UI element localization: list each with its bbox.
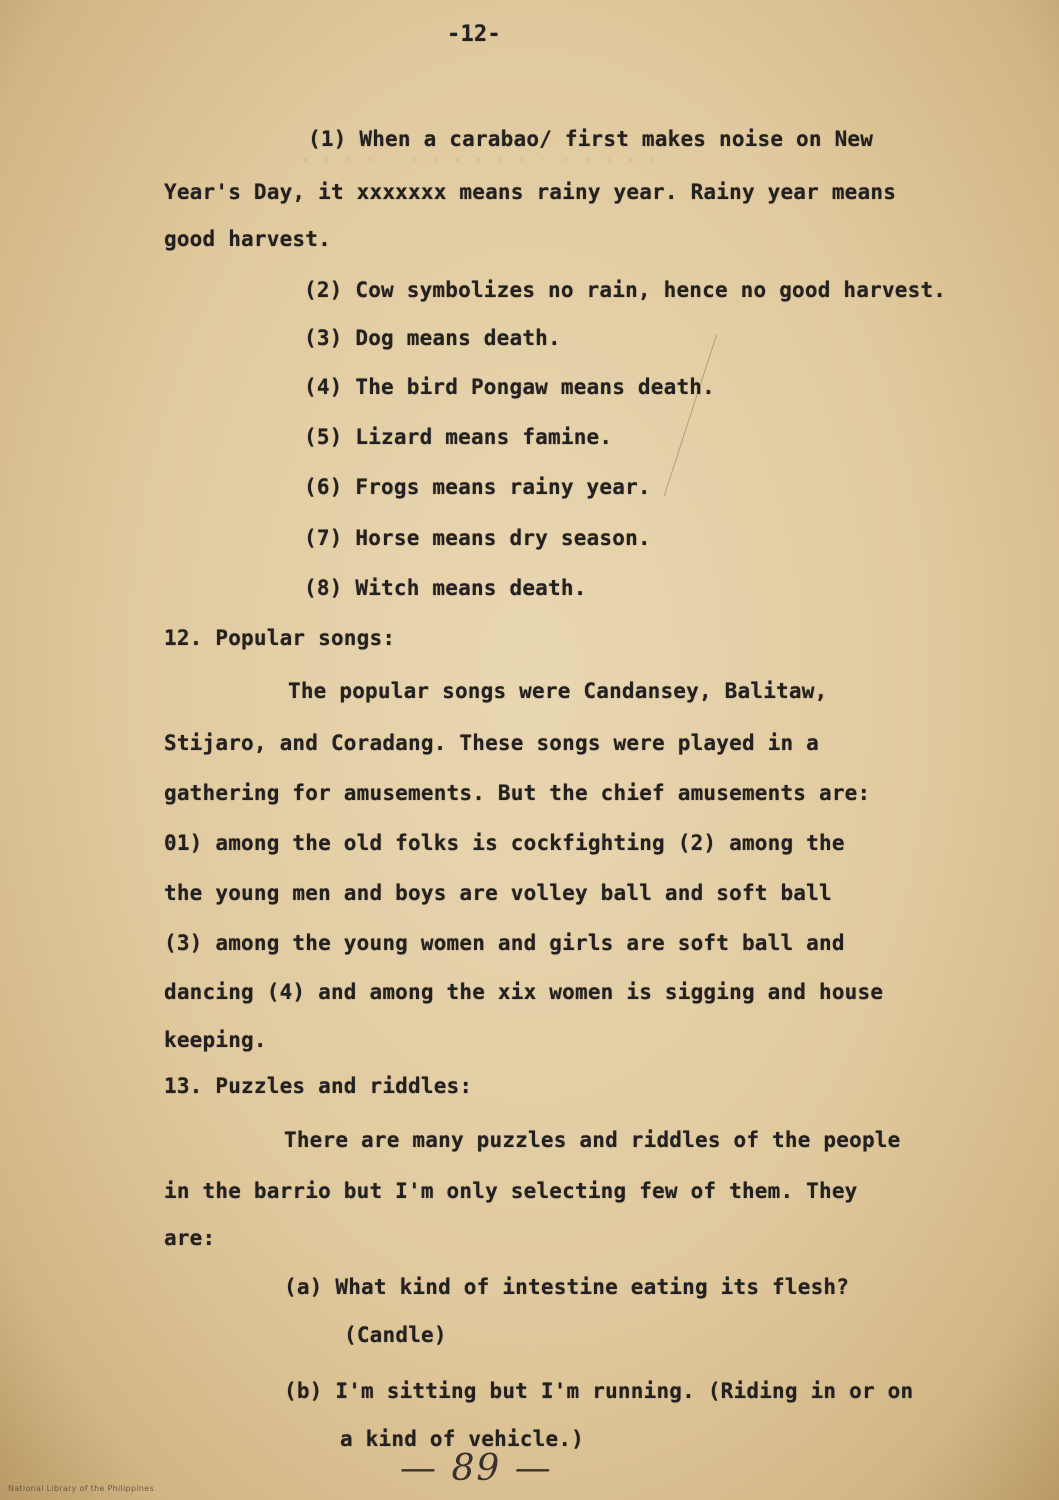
text-line: keeping. [164,1028,267,1052]
text-line: are: [164,1226,216,1250]
section-heading: 13. Puzzles and riddles: [164,1074,473,1098]
text-line: (a) What kind of intestine eating its flesh? [284,1275,850,1299]
text-line: dancing (4) and among the xix women is sigging and house [164,980,884,1004]
text-line: (3) among the young women and girls are soft ball and [164,931,845,955]
archive-footer: National Library of the Philippines [8,1484,154,1493]
page-number: -12- [447,22,501,47]
section-heading: 12. Popular songs: [164,626,396,650]
text-line: the young men and boys are volley ball and soft ball [164,881,832,905]
text-line: (4) The bird Pongaw means death. [304,375,715,399]
paper-crease [664,334,717,496]
text-line: Year's Day, it xxxxxxx means rainy year. Rainy year means [164,180,897,204]
text-line: (7) Horse means dry season. [304,526,651,550]
text-line: (8) Witch means death. [304,576,587,600]
text-line: (2) Cow symbolizes no rain, hence no good harvest. [304,278,947,302]
text-line: There are many puzzles and riddles of the people [284,1128,901,1152]
text-line: 01) among the old folks is cockfighting (2) among the [164,831,845,855]
text-line: (1) When a carabao/ first makes noise on New [308,127,874,151]
text-line: The popular songs were Candansey, Balitaw, [288,679,828,703]
text-line: a kind of vehicle.) [340,1427,585,1451]
bleed-through-text: · · · · · · · · · · · · · · · · · [300,150,658,171]
handwritten-page-number: — 89 — [400,1448,553,1489]
text-line: (3) Dog means death. [304,326,561,350]
text-line: Stijaro, and Coradang. These songs were played in a [164,731,819,755]
text-line: (5) Lizard means famine. [304,425,613,449]
text-line: (6) Frogs means rainy year. [304,475,651,499]
text-line: gathering for amusements. But the chief amusements are: [164,781,871,805]
text-line: (b) I'm sitting but I'm running. (Riding in or on [284,1379,914,1403]
text-line: (Candle) [344,1323,447,1347]
text-line: good harvest. [164,227,331,251]
text-line: in the barrio but I'm only selecting few of them. They [164,1179,858,1203]
